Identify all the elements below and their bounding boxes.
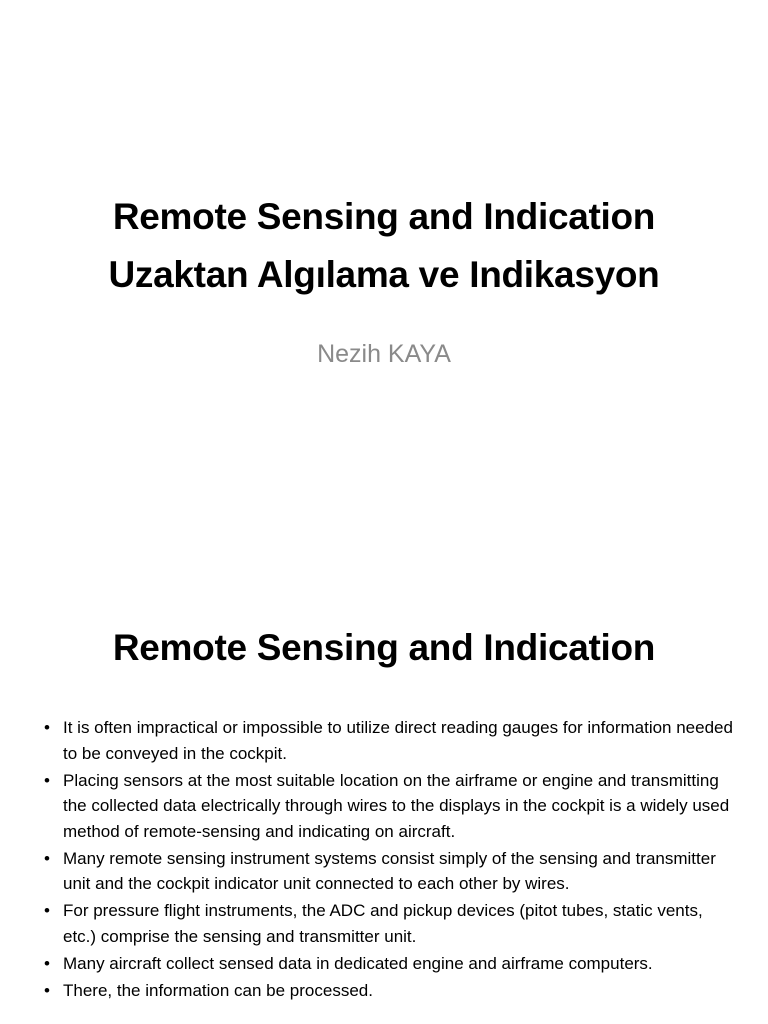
content-slide-title: Remote Sensing and Indication <box>112 627 656 668</box>
content-slide <box>0 576 768 1024</box>
bullet-item <box>44 846 734 897</box>
bullet-item <box>44 768 734 845</box>
bullet-list <box>44 715 734 1005</box>
bullet-icon: • <box>44 953 50 973</box>
bullet-icon: • <box>44 980 50 1000</box>
slide-title <box>0 188 768 304</box>
bullet-icon: • <box>44 848 50 868</box>
bullet-text: For pressure flight instruments, the ADC and pickup devices (pitot tubes, static vents, etc.) comprise the sensing and transmitter unit. <box>63 901 703 946</box>
bullet-icon: • <box>44 770 50 790</box>
bullet-text: Many remote sensing instrument systems consist simply of the sensing and transmitter unit and the cockpit indicator unit connected to each other by wires. <box>63 848 716 893</box>
bullet-text: There, the information can be processed. <box>63 980 373 1000</box>
bullet-icon: • <box>44 901 50 920</box>
bullet-text: It is often impractical or impossible to utilize direct reading gauges for information needed to be conveyed in the cockpit. <box>63 718 733 763</box>
bullet-item <box>44 951 734 977</box>
slide-title-line-english: Remote Sensing and Indication <box>112 196 656 237</box>
bullet-item <box>44 715 734 766</box>
author-subtitle: Nezih KAYA <box>317 340 451 368</box>
slide-title-line-turkish: Uzaktan Algılama ve Indikasyon <box>108 254 660 295</box>
bullet-text: Placing sensors at the most suitable location on the airframe or engine and transmitting the collected data electrically through wires to the displays in the cockpit is a widely used method of remote-sensing and indicating on aircraft. <box>63 770 730 841</box>
bullet-item <box>44 978 734 1004</box>
bullet-icon: • <box>44 718 50 737</box>
bullet-text: Many aircraft collect sensed data in dedicated engine and airframe computers. <box>63 953 653 973</box>
bullet-item <box>44 898 734 949</box>
